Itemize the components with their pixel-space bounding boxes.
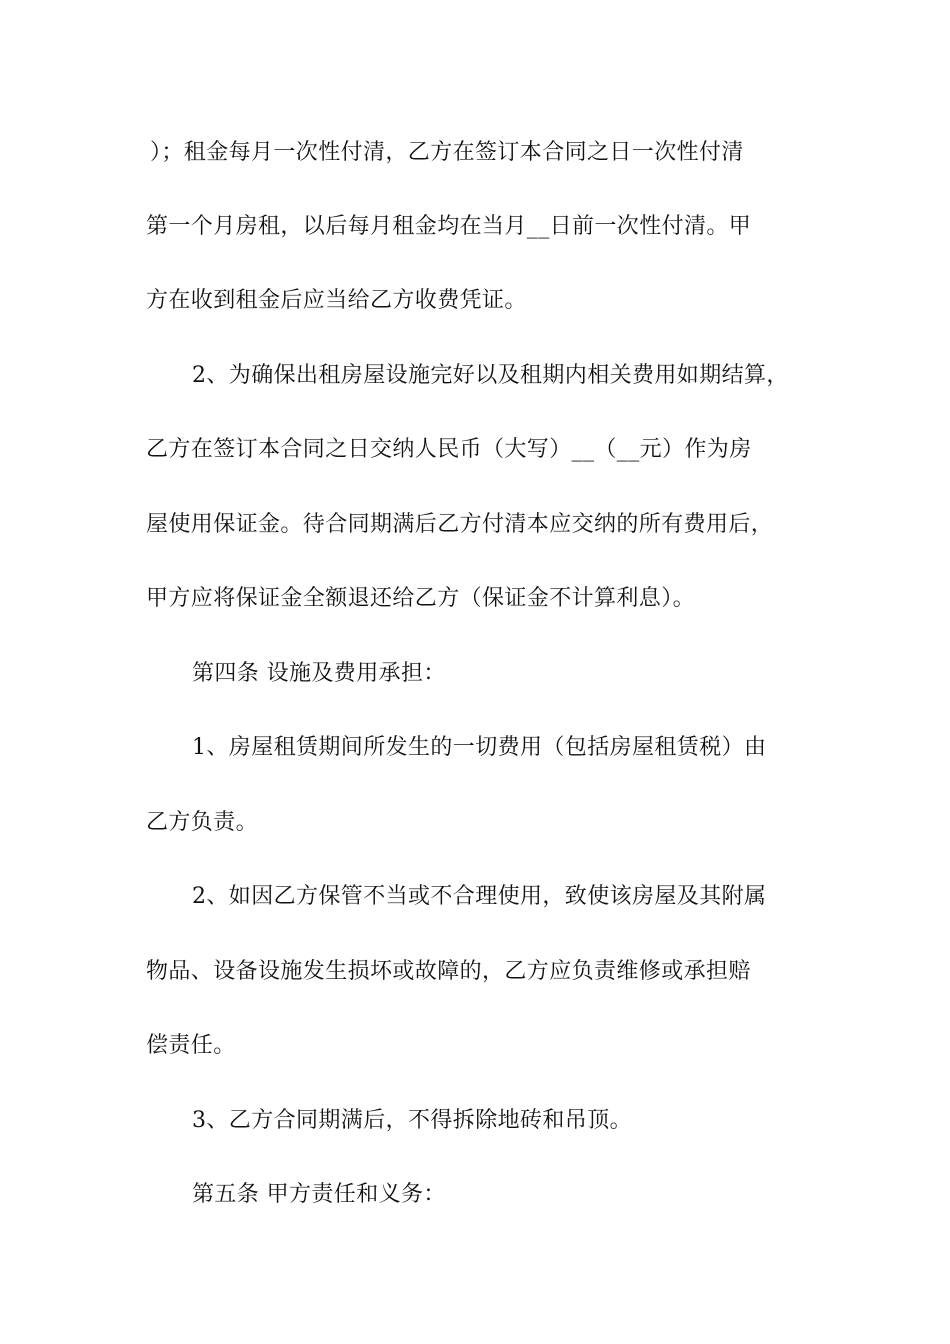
text-line-5: 乙方在签订本合同之日交纳人民币（大写）__（__元）作为房 [146,437,752,462]
text-line-9: 1、房屋租赁期间所发生的一切费用（包括房屋租赁税）由 [192,735,767,760]
text-line-1: ）；租金每月一次性付清，乙方在签订本合同之日一次性付清 [150,140,744,165]
section-heading-article-5: 第五条 甲方责任和义务： [192,1182,446,1207]
text-line-4: 2、为确保出租房屋设施完好以及租期内相关费用如期结算， [192,363,789,388]
text-line-11: 2、如因乙方保管不当或不合理使用，致使该房屋及其附属 [192,884,767,909]
section-heading-article-4: 第四条 设施及费用承担： [192,661,446,686]
text-line-14: 3、乙方合同期满后，不得拆除地砖和吊顶。 [192,1108,632,1133]
text-line-6: 屋使用保证金。待合同期满后乙方付清本应交纳的所有费用后， [146,512,774,537]
text-line-7: 甲方应将保证金全额退还给乙方（保证金不计算利息）。 [146,586,696,611]
text-line-3: 方在收到租金后应当给乙方收费凭证。 [146,288,527,313]
text-line-12: 物品、设备设施发生损坏或故障的，乙方应负责维修或承担赔 [146,959,751,984]
text-line-10: 乙方负责。 [146,810,259,835]
text-line-2: 第一个月房租，以后每月租金均在当月__日前一次性付清。甲 [146,214,752,239]
text-line-13: 偿责任。 [146,1033,236,1058]
